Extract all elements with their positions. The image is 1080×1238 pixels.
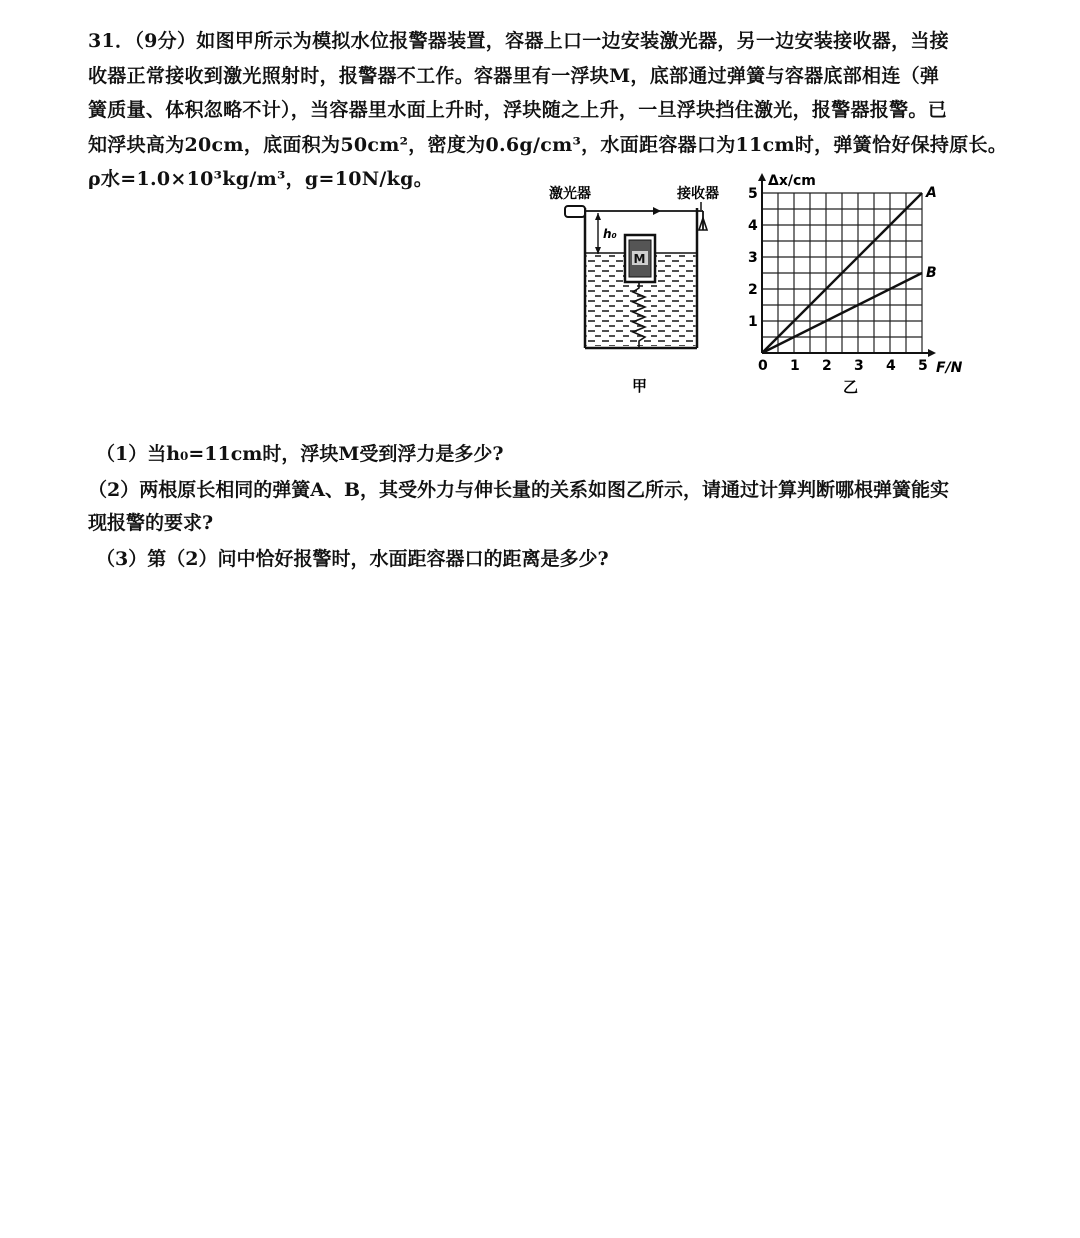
intro-line-1: 31．（9分）如图甲所示为模拟水位报警器装置，容器上口一边安装激光器，另一边安装接收器，当接 [88,30,949,52]
svg-text:h₀: h₀ [603,227,617,241]
receiver-label: 接收器 [677,186,719,202]
x-tick-label: 5 [918,358,928,374]
caption-yi: 乙 [843,378,859,396]
x-tick-label: 0 [758,358,768,374]
laser-label: 激光器 [549,186,591,202]
y-tick-label: 5 [748,186,758,202]
problem-score: （9分） [134,30,197,52]
question-1: （1）当h₀=11cm时，浮块M受到浮力是多少? [96,443,504,465]
y-axis-title: Δx/cm [768,173,816,189]
x-tick-label: 4 [886,358,896,374]
question-3: （3）第（2）问中恰好报警时，水面距容器口的距离是多少? [96,548,609,570]
caption-jia: 甲 [632,377,648,395]
x-axis-arrow [928,349,936,357]
floating-block [625,235,655,282]
laser-device [565,206,585,217]
intro-line-2: 收器正常接收到激光照射时，报警器不工作。容器里有一浮块M，底部通过弹簧与容器底部相连（弹 [88,64,940,87]
intro-line-3: 簧质量、体积忽略不计），当容器里水面上升时，浮块随之上升，一旦浮块挡住激光，报警器报警。已 [88,99,948,121]
y-tick-label: 4 [748,218,758,234]
x-axis-title: F/N [936,360,963,376]
y-tick-label: 1 [748,314,758,330]
series-label-A: A [926,185,937,201]
question-2-line-1: （2）两根原长相同的弹簧A、B，其受外力与伸长量的关系如图乙所示，请通过计算判断哪根弹簧能实 [88,479,950,501]
series-label-B: B [926,265,937,281]
x-tick-label: 2 [822,358,832,374]
h0-dimension [595,213,618,254]
x-tick-label: 3 [854,358,864,374]
y-tick-label: 3 [748,250,758,266]
x-tick-label: 1 [790,358,800,374]
problem-number: 31． [88,30,135,52]
intro-line-4: 知浮块高为20cm，底面积为50cm²，密度为0.6g/cm³，水面距容器口为11cm时，弹簧恰好保持原长。 [88,133,1008,156]
block-label: M [633,252,646,266]
y-tick-label: 2 [748,282,758,298]
figure-jia [545,178,735,398]
y-axis-arrow [758,173,766,181]
question-2-line-2: 现报警的要求? [88,512,214,534]
constants-line: ρ水=1.0×10³kg/m³，g=10N/kg。 [88,168,434,190]
receiver-device [699,202,707,230]
chart-labels [748,173,963,376]
figure-yi-chart [740,165,980,400]
